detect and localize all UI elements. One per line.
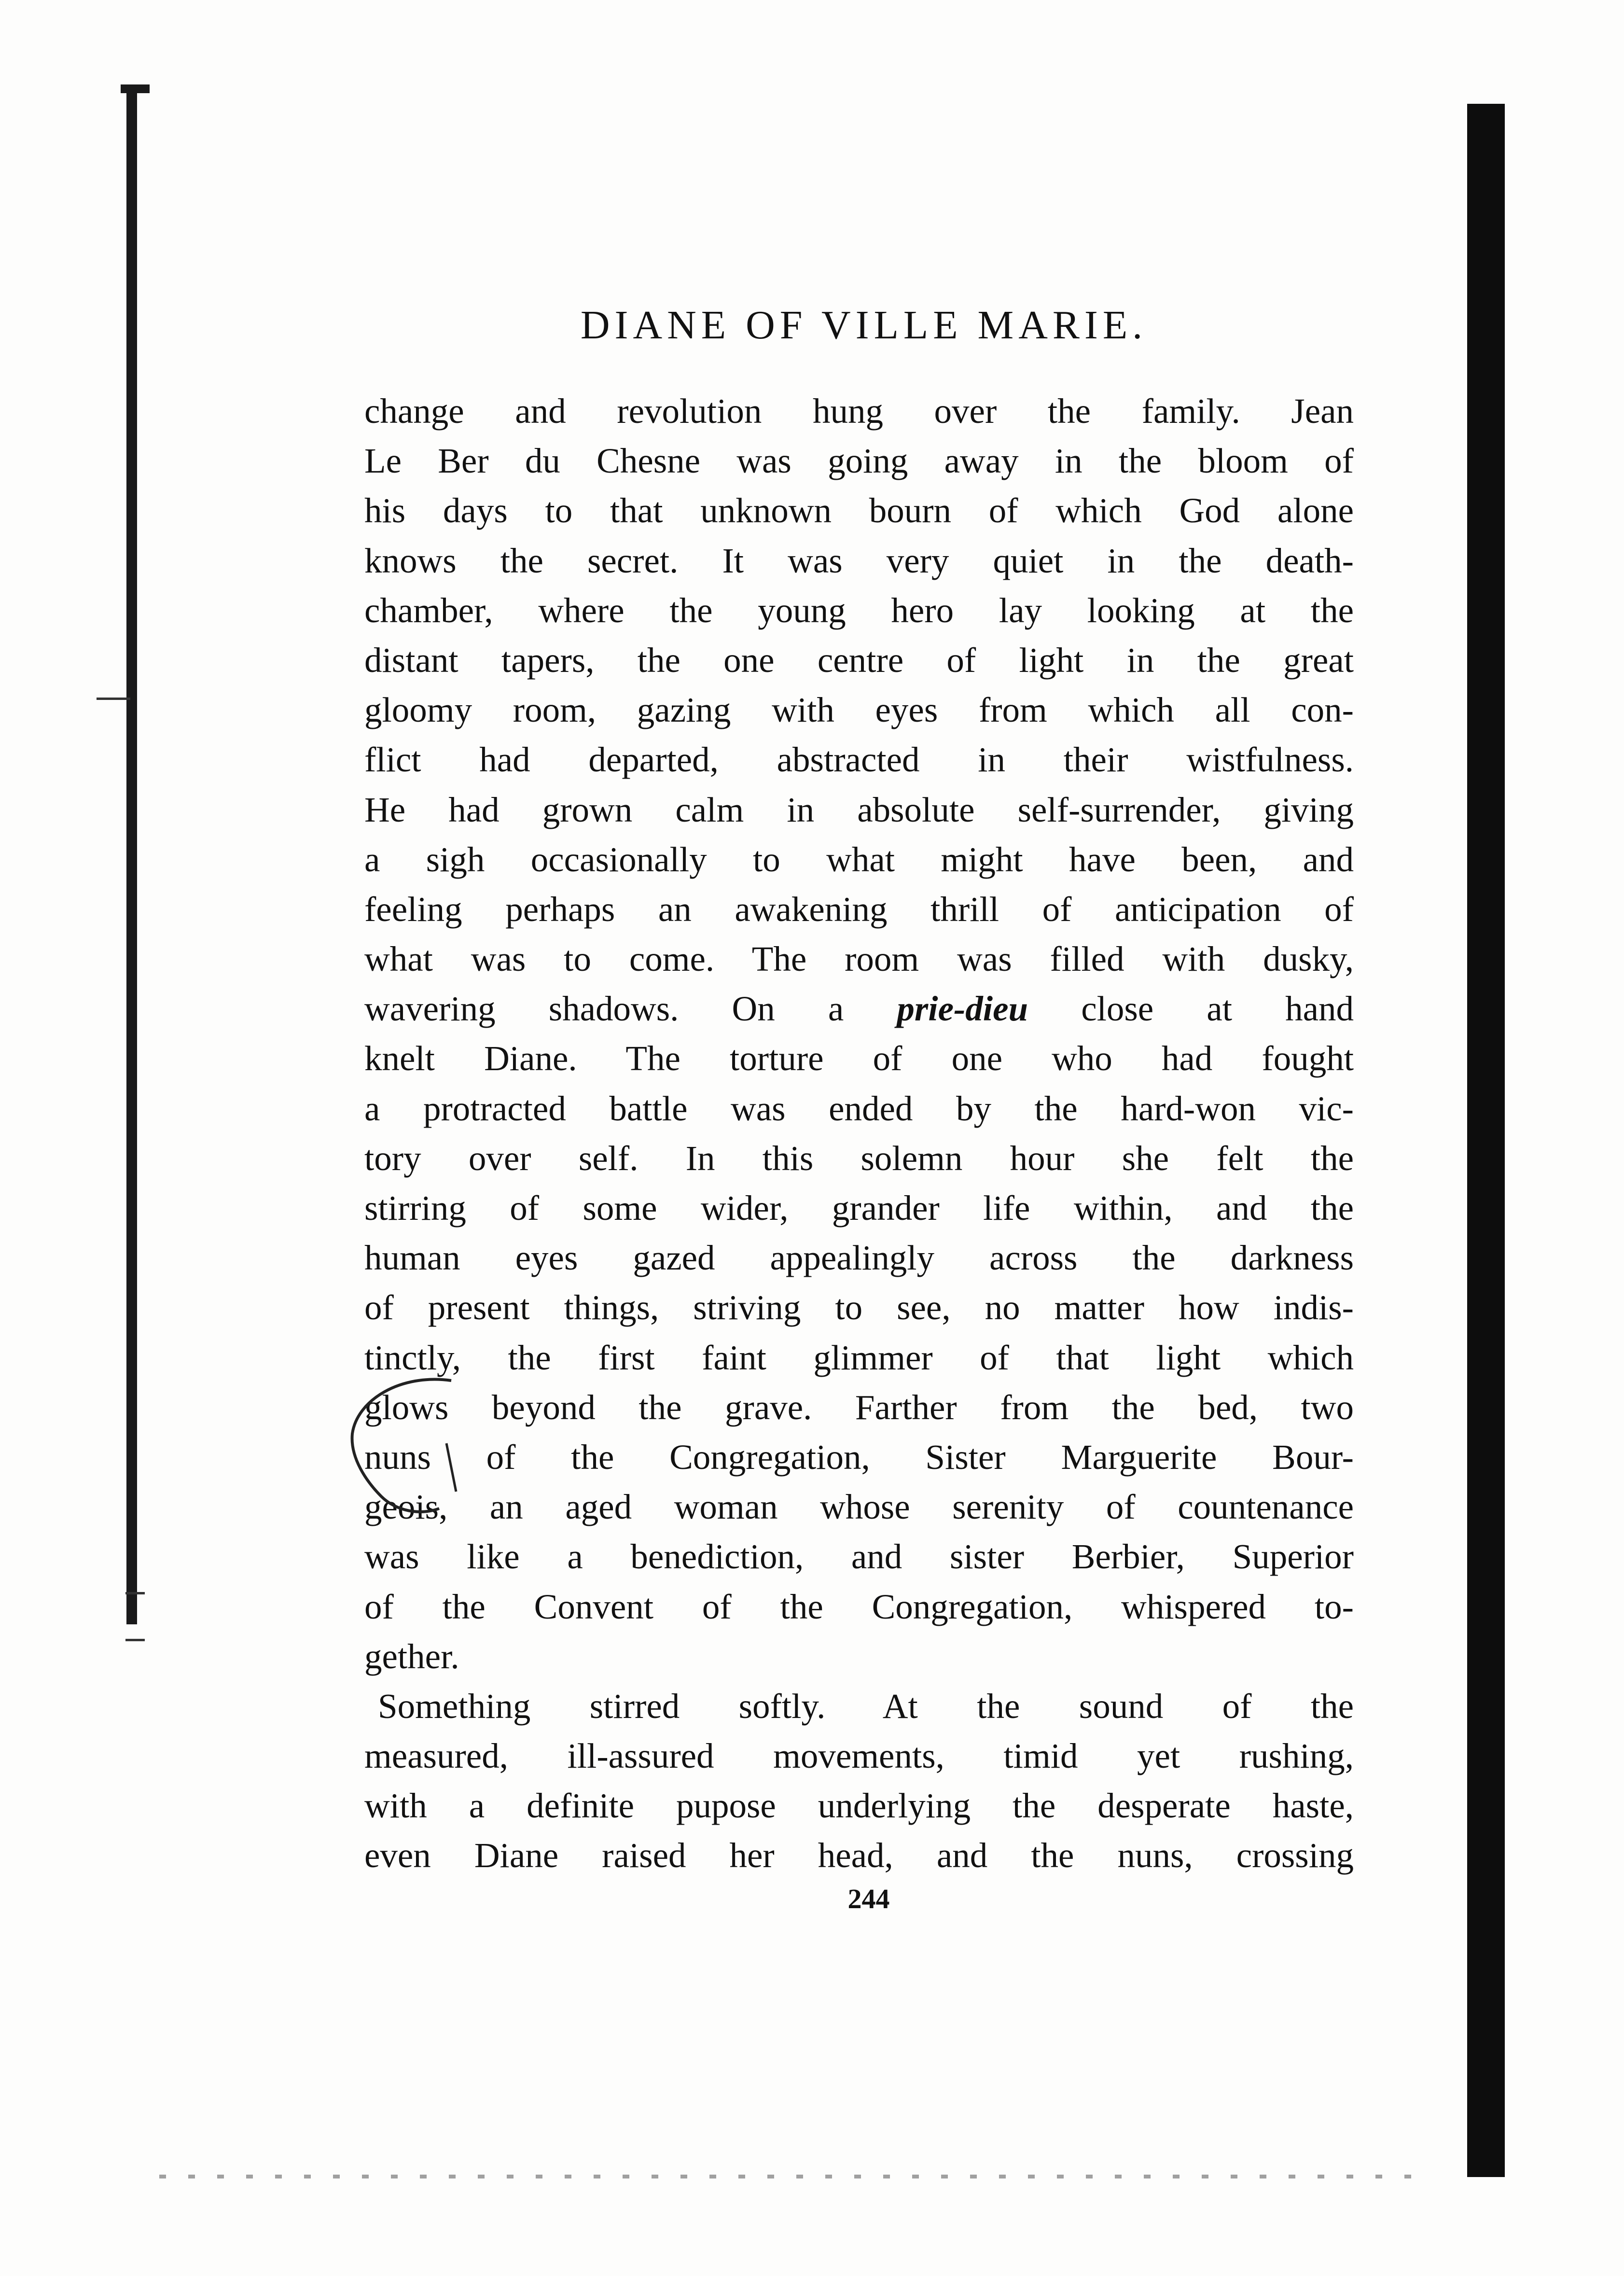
text-line: of present things, striving to see, no matter how indis- [364,1288,1354,1327]
scan-noise [159,2175,1414,2178]
text-line: of the Convent of the Congregation, whispered to- [364,1587,1354,1626]
text-line: knows the secret. It was very quiet in the death- [364,541,1354,580]
text-line: distant tapers, the one centre of light in the great [364,640,1354,680]
text-line: change and revolution hung over the family. Jean [364,391,1354,431]
text-line: even Diane raised her head, and the nuns, crossing [364,1836,1354,1875]
running-header: DIANE OF VILLE MARIE. [580,303,1148,348]
text-line: tinctly, the first faint glimmer of that light which [364,1338,1354,1377]
text-line: Le Ber du Chesne was going away in the bloom of [364,441,1354,481]
text-line: stirring of some wider, grander life within, and the [364,1188,1354,1228]
text-line: gether. [364,1636,459,1676]
text-run: wavering shadows. On a [364,989,844,1029]
text-line: gloomy room, gazing with eyes from which all con- [364,690,1354,730]
text-run: close at hand [1081,989,1354,1029]
scan-tick-mark [97,698,130,700]
text-line: flict had departed, abstracted in their wistfulness. [364,740,1354,780]
text-line: glows beyond the grave. Farther from the bed, two [364,1387,1354,1427]
text-line: a protracted battle was ended by the hard-won vic- [364,1089,1354,1128]
page-number: 244 [847,1883,890,1914]
scan-tick-mark [125,1592,145,1594]
scan-binding-edge [126,92,137,1624]
text-line: human eyes gazed appealingly across the darkness [364,1238,1354,1278]
scan-tick-mark [125,1639,145,1641]
text-line: was like a benediction, and sister Berbier, Superior [364,1537,1354,1577]
scan-right-edge [1467,104,1505,2177]
text-line: knelt Diane. The torture of one who had fought [364,1039,1354,1078]
text-line: geois, an aged woman whose serenity of countenance [364,1487,1354,1527]
text-line: measured, ill-assured movements, timid yet rushing, [364,1736,1354,1776]
page-body-text [364,386,1354,1881]
text-line-with-italic [364,984,1354,1033]
text-line: with a definite pupose underlying the desperate haste, [364,1786,1354,1826]
italic-term: prie-dieu [897,989,1028,1029]
text-line: nuns of the Congregation, Sister Marguerite Bour- [364,1437,1354,1477]
text-line: feeling perhaps an awakening thrill of anticipation of [364,889,1354,929]
pen-annotation-loop [338,1371,483,1530]
text-line: Something stirred softly. At the sound of the [378,1686,1354,1726]
text-line: his days to that unknown bourn of which God alone [364,491,1354,531]
text-line: chamber, where the young hero lay looking at the [364,590,1354,630]
text-line: tory over self. In this solemn hour she felt the [364,1138,1354,1178]
text-line: He had grown calm in absolute self-surrender, giving [364,790,1354,829]
text-line: a sigh occasionally to what might have been, and [364,839,1354,879]
text-line: what was to come. The room was filled with dusky, [364,939,1354,979]
